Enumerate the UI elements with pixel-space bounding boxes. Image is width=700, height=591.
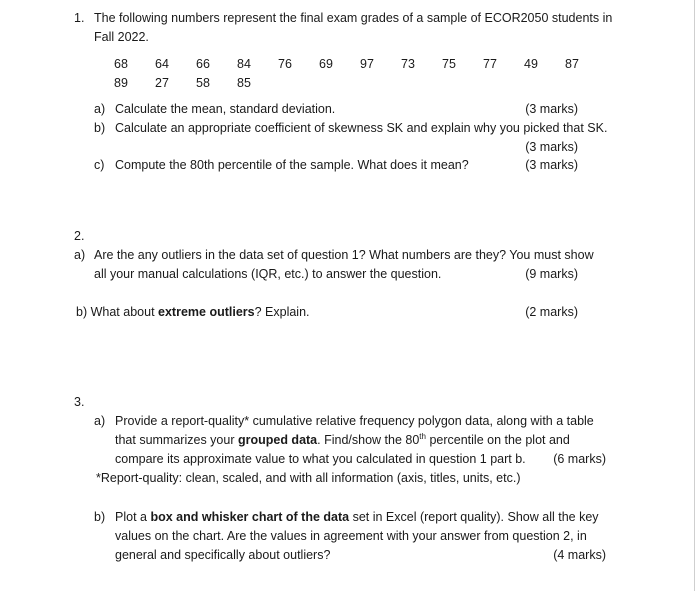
q2a-label: a): [74, 248, 86, 262]
grade-value: 75: [442, 57, 456, 71]
grade-value: 76: [278, 57, 292, 71]
q1c-text: Compute the 80th percentile of the sample. What does it mean?: [115, 158, 469, 172]
grade-value: 58: [196, 76, 210, 90]
grade-value: 97: [360, 57, 374, 71]
grade-value: 77: [483, 57, 497, 71]
q3a-label: a): [94, 414, 106, 428]
q1a-text: Calculate the mean, standard deviation.: [115, 102, 336, 116]
q3b-line3: general and specifically about outliers?: [115, 548, 331, 562]
q2b-text-after: ? Explain.: [254, 305, 310, 319]
grade-value: 68: [114, 57, 128, 71]
grade-value: 85: [237, 76, 251, 90]
grade-value: 27: [155, 76, 169, 90]
grade-value: 73: [401, 57, 415, 71]
grade-value: 87: [565, 57, 579, 71]
q3a-line2-before: that summarizes your: [115, 433, 235, 447]
q3a-line2: [115, 432, 570, 448]
grade-value: 49: [524, 57, 538, 71]
q3a-emphasis: grouped data: [237, 433, 318, 447]
q3b-line2: values on the chart. Are the values in agreement with your answer from question 2, in: [115, 529, 587, 543]
q3a-line1: Provide a report-quality* cumulative relative frequency polygon data, along with a table: [115, 414, 594, 428]
q3a-superscript: th: [419, 431, 426, 441]
q2b-label: b): [76, 305, 88, 319]
q2a-line1: Are the any outliers in the data set of question 1? What numbers are they? You must show: [94, 248, 594, 262]
q1-number: 1.: [74, 11, 85, 25]
q1c-label: c): [94, 158, 105, 172]
q1b-marks: (3 marks): [525, 140, 578, 154]
q1b-label: b): [94, 121, 106, 135]
q2b-emphasis: extreme outliers: [158, 305, 255, 319]
q1b-text: Calculate an appropriate coefficient of skewness SK and explain why you picked that SK.: [115, 121, 608, 135]
q3b-line1: [115, 509, 599, 525]
q1-intro-line2: Fall 2022.: [94, 30, 149, 44]
grade-value: 89: [114, 76, 128, 90]
q1c-marks: (3 marks): [525, 158, 578, 172]
q2b-text-before: What about: [90, 305, 155, 319]
q3b-line1-after: set in Excel (report quality). Show all the key: [349, 510, 599, 524]
q3b-emphasis: box and whisker chart of the data: [150, 510, 350, 524]
q1-intro-line1: The following numbers represent the final exam grades of a sample of ECOR2050 students in: [94, 11, 613, 25]
q2b-marks: (2 marks): [525, 305, 578, 319]
grade-value: 69: [319, 57, 333, 71]
q3a-line3: compare its approximate value to what you calculated in question 1 part b.: [115, 452, 526, 466]
q2a-marks: (9 marks): [525, 267, 578, 281]
q3-number: 3.: [74, 395, 85, 409]
q2a-line2: all your manual calculations (IQR, etc.) to answer the question.: [94, 267, 442, 281]
q3a-marks: (6 marks): [553, 452, 606, 466]
q3a-line2-after: . Find/show the 80: [317, 433, 420, 447]
q2b-question: [76, 304, 310, 320]
q3b-label: b): [94, 510, 106, 524]
q3b-marks: (4 marks): [553, 548, 606, 562]
q3a-note: *Report-quality: clean, scaled, and with all information (axis, titles, units, etc.): [96, 471, 521, 485]
q1a-label: a): [94, 102, 106, 116]
page-edge-divider: [694, 0, 695, 591]
grade-value: 66: [196, 57, 210, 71]
grade-value: 64: [155, 57, 169, 71]
q3a-line2-end: percentile on the plot and: [425, 433, 570, 447]
q1a-marks: (3 marks): [525, 102, 578, 116]
grade-value: 84: [237, 57, 251, 71]
q2-number: 2.: [74, 229, 85, 243]
q3b-line1-before: Plot a: [115, 510, 147, 524]
